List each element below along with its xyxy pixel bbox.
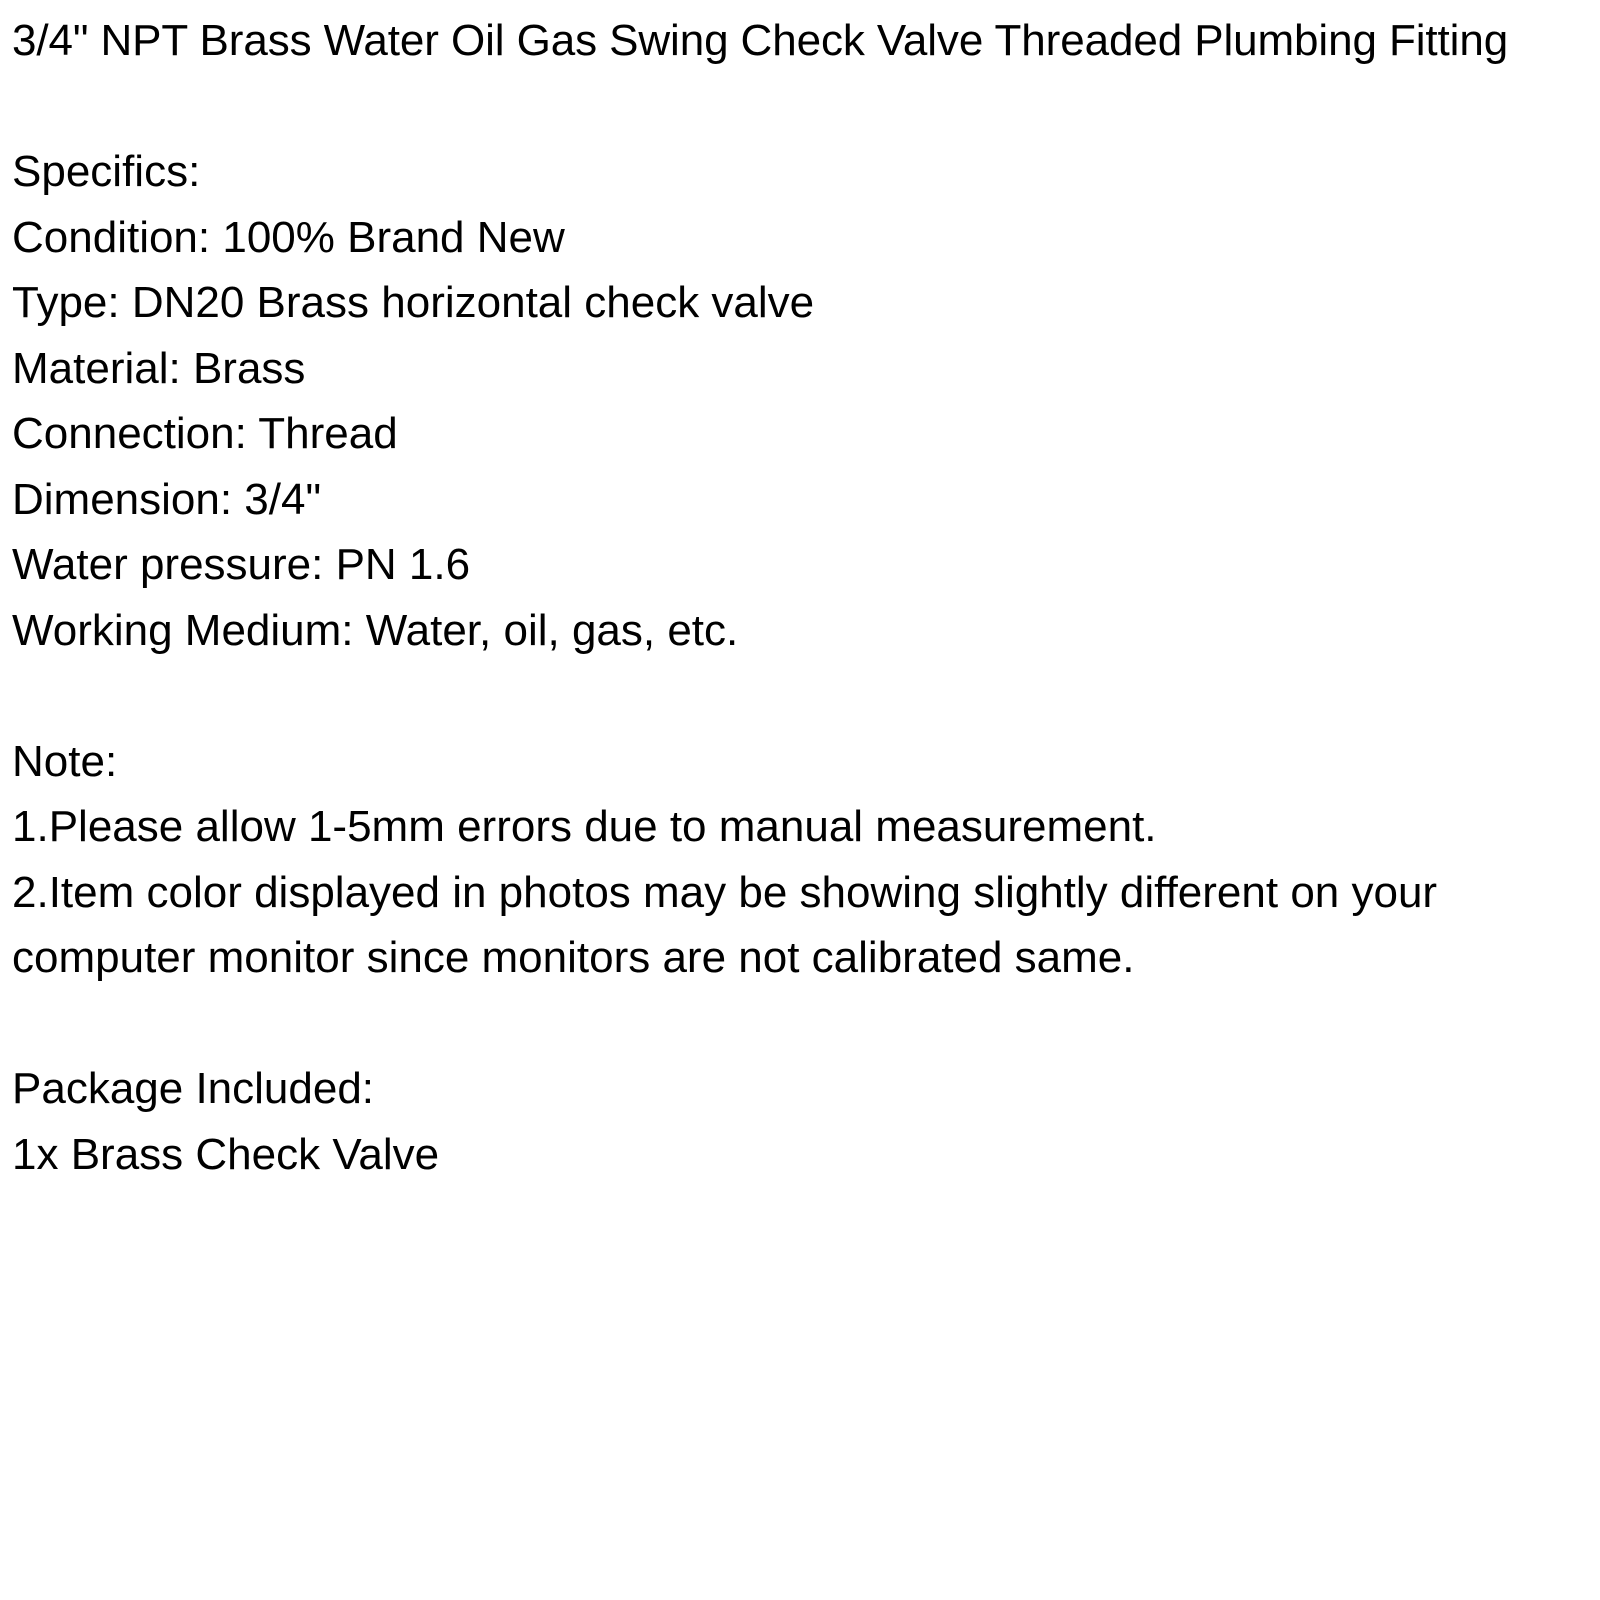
note-item-2-continued: computer monitor since monitors are not calibrated same. xyxy=(12,933,1135,982)
spec-water-pressure: Water pressure: PN 1.6 xyxy=(12,540,471,589)
spec-connection: Connection: Thread xyxy=(12,409,398,458)
spec-dimension: Dimension: 3/4" xyxy=(12,474,322,524)
spec-working-medium: Working Medium: Water, oil, gas, etc. xyxy=(12,605,739,655)
spec-material: Material: Brass xyxy=(12,343,306,393)
product-description xyxy=(12,8,1596,1187)
note-item-2: 2.Item color displayed in photos may be showing slightly different on your xyxy=(12,867,1438,917)
package-item-1: 1x Brass Check Valve xyxy=(12,1129,440,1179)
spacer xyxy=(12,74,1596,140)
package-heading: Package Included: xyxy=(12,1064,375,1113)
product-title: 3/4" NPT Brass Water Oil Gas Swing Check Valve Threaded Plumbing Fitting xyxy=(12,16,1509,65)
spec-condition: Condition: 100% Brand New xyxy=(12,212,565,262)
note-heading: Note: xyxy=(12,736,118,786)
specifics-heading: Specifics: xyxy=(12,147,201,196)
note-item-1: 1.Please allow 1-5mm errors due to manual measurement. xyxy=(12,802,1157,851)
spacer xyxy=(12,663,1596,729)
spec-type: Type: DN20 Brass horizontal check valve xyxy=(12,278,815,327)
spacer xyxy=(12,991,1596,1057)
